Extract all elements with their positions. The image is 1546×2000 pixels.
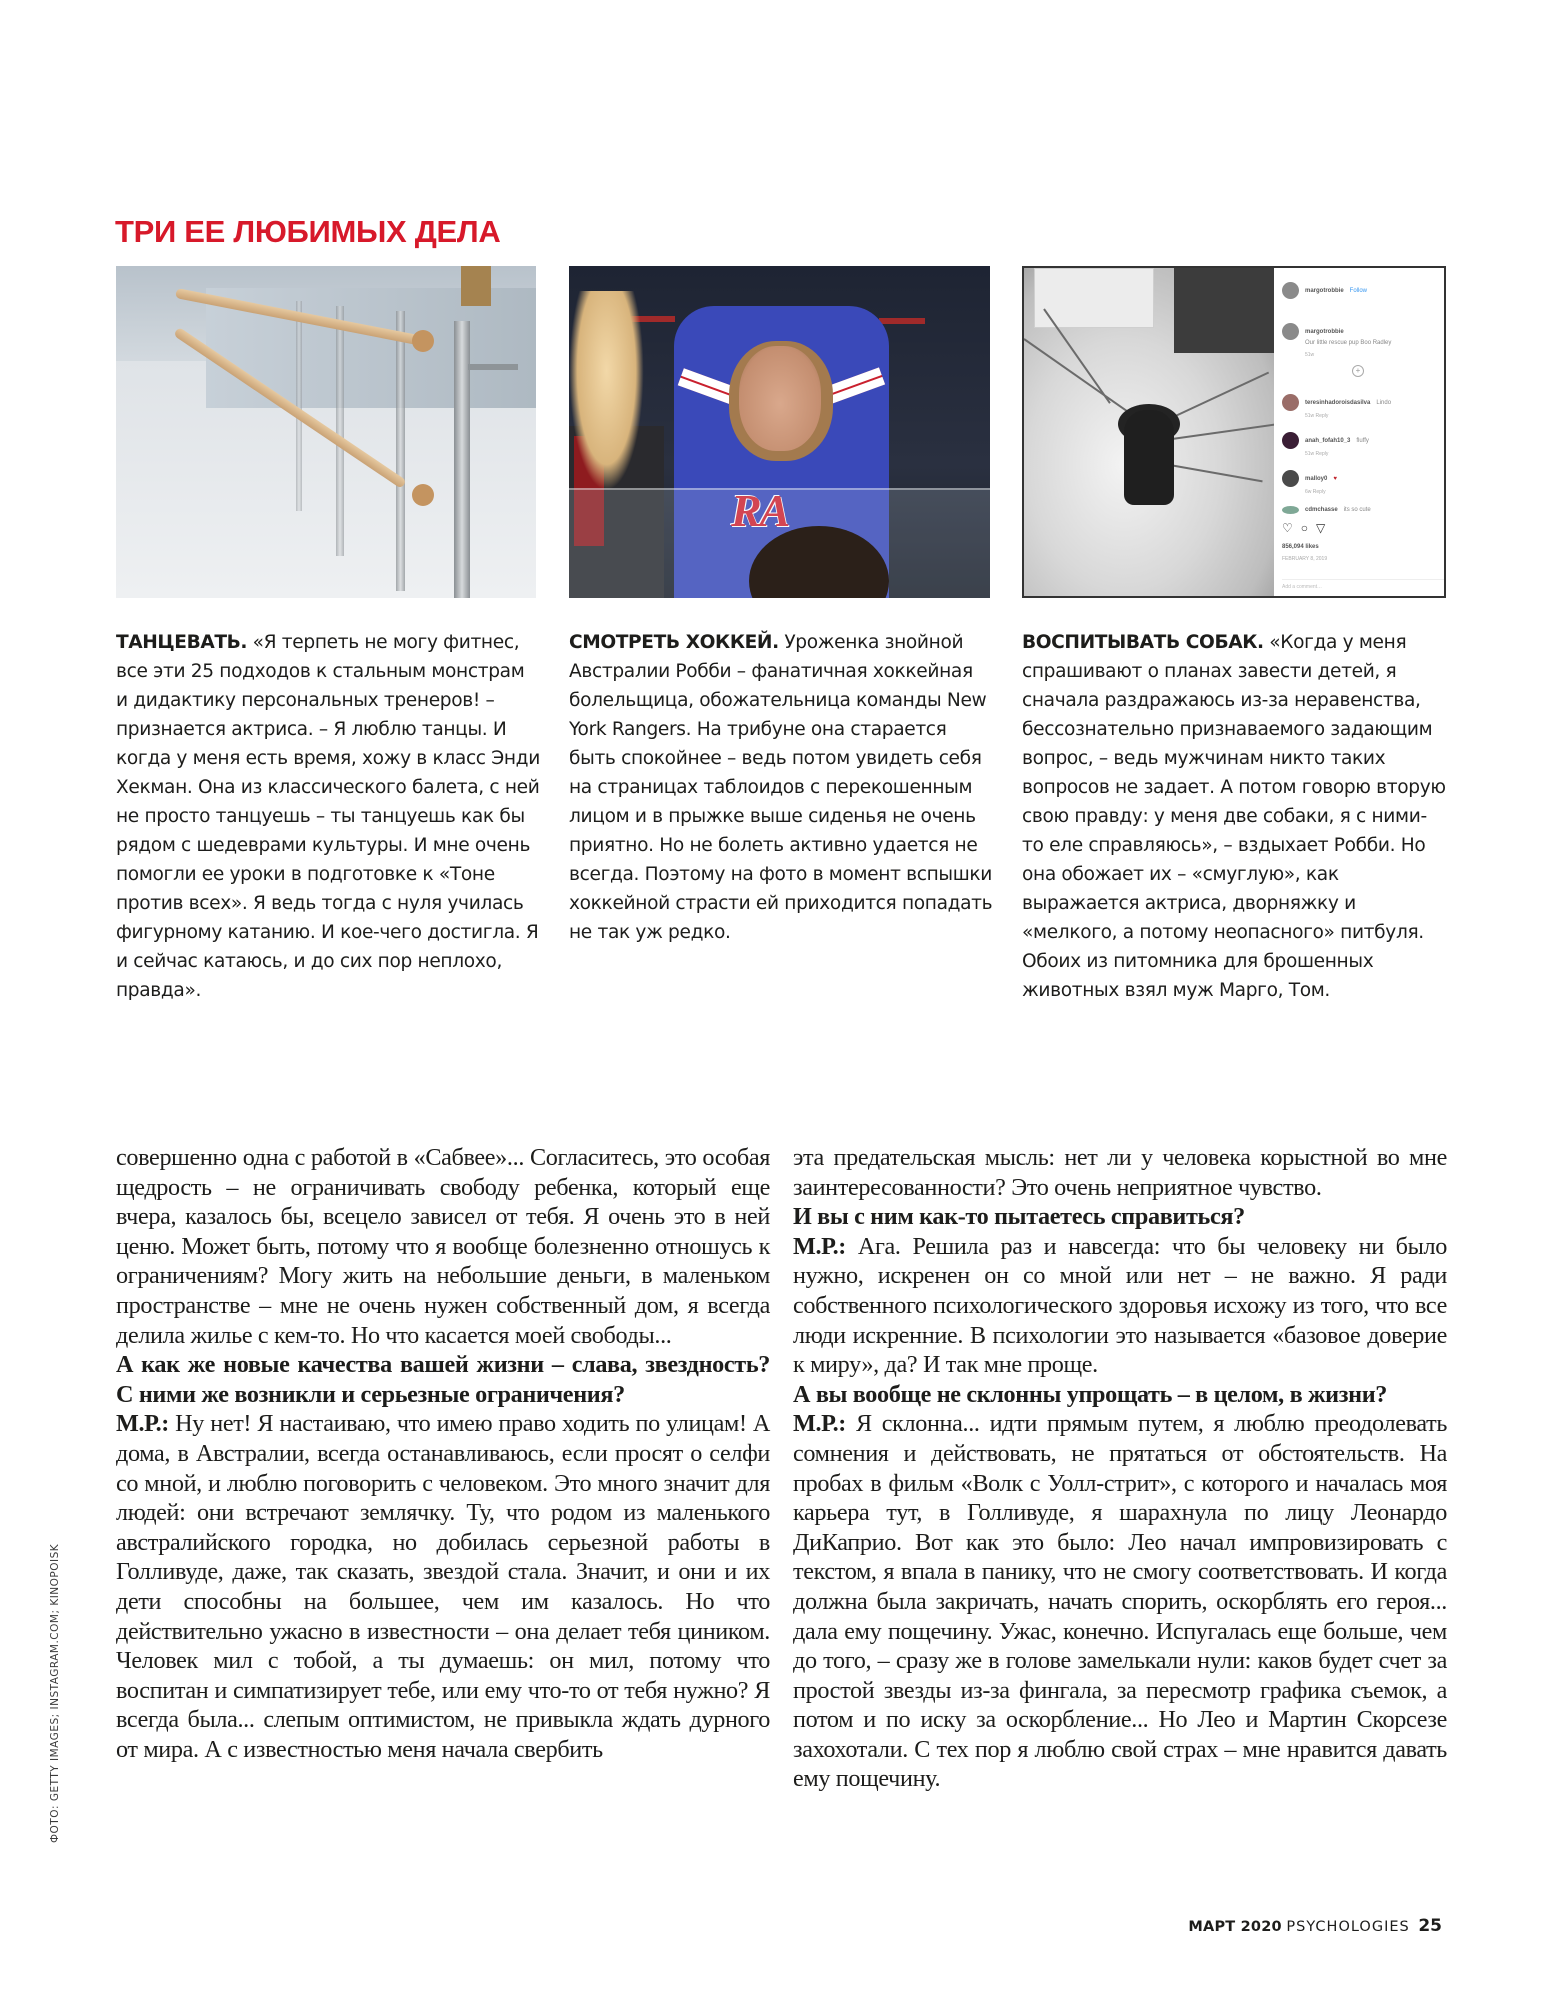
heart-icon: ♡ — [1282, 521, 1293, 535]
instagram-username: margotrobbie — [1305, 287, 1344, 294]
avatar — [1282, 282, 1299, 299]
instagram-caption — [1282, 323, 1344, 340]
comment-text: fluffy — [1356, 437, 1369, 444]
photo-face — [739, 346, 821, 451]
comment-meta: 51w Reply — [1305, 451, 1329, 457]
comment-row — [1282, 394, 1391, 411]
add-comment-field: Add a comment… — [1282, 579, 1446, 590]
comment-user: teresinhadoroisdasilva — [1305, 399, 1371, 406]
caption-text: «Когда у меня спрашивают о планах завести детей, я сначала раздражаюсь из-за неравенства, бессознательно признаваемого задающим вопрос, – ведь мужчинам никто таких вопросов не задает. А потом говорю вторую свою правду: у меня две собаки, я с ними-то еле справляюсь», – вздыхает Робби. Но она обожает их – «смуглую», как выражается актриса, дворняжку и «мелкого, а потому неопасного» питбуля. Обоих из питомника для брошенных животных взял муж Марго, Том. — [1022, 632, 1446, 1001]
fabric-fold — [1172, 423, 1276, 440]
article-column-right — [793, 1143, 1447, 1794]
avatar — [1282, 432, 1299, 449]
paragraph: эта предательская мысль: нет ли у человека корыстной во мне заинтересованности? Это очень неприятное чувство. — [793, 1144, 1447, 1201]
speaker-label: М.Р.: — [793, 1410, 846, 1438]
dog — [1124, 410, 1174, 505]
barre-cap — [412, 330, 434, 352]
section-title: ТРИ ЕЕ ЛЮБИМЫХ ДЕЛА — [115, 214, 501, 249]
caption-text: «Я терпеть не могу фитнес, все эти 25 подходов к стальным монстрам и дидактику персональных тренеров! – признается актриса. – Я люблю танцы. И когда у меня есть время, хожу в класс Энди Хекман. Она из классического балета, с ней не просто танцуешь – ты танцуешь как бы рядом с шедеврами культуры. И мне очень помогли ее уроки в подготовке к «Тоне против всех». Я ведь тогда с нуля училась фигурному катанию. И кое-чего достигла. Я и сейчас катаюсь, и до сих пор неплохо, правда». — [116, 632, 540, 1001]
comment-text: its so cute — [1343, 507, 1371, 513]
barre-post — [396, 311, 405, 591]
caption-text: Our little rescue pup Boo Radley — [1305, 340, 1392, 346]
instagram-image — [1024, 268, 1274, 596]
photo-instagram-post — [1022, 266, 1446, 598]
instagram-side-panel — [1274, 268, 1446, 596]
avatar — [1282, 470, 1299, 487]
article-column-left — [116, 1143, 770, 1764]
answer-text: Ага. Решила раз и навсегда: что бы человеку ни было нужно, искренен он со мной или нет – не важно. Я ради собственного психологического здоровья исхожу из того, что все люди искренние. В психологии это называется «базовое доверие к миру», да? И так мне проще. — [793, 1232, 1447, 1379]
stadium-seat — [879, 318, 925, 324]
comment-row — [1282, 432, 1369, 449]
comment-row — [1282, 506, 1371, 514]
speaker-label: М.Р.: — [116, 1410, 169, 1438]
caption-dogs — [1022, 628, 1447, 1005]
comment-user: anah_fofah10_3 — [1305, 437, 1351, 444]
paragraph: совершенно одна с работой в «Сабвее»... Согласитесь, это особая щедрость – не ограничивать свободу ребенка, который еще вчера, казалось бы, всецело зависел от тебя. Я очень это в ней ценю. Может быть, потому что я вообще болезненно отношусь к ограничениям? Могу жить на небольшие деньги, в маленьком пространстве – мне не очень нужен собственный дом, я всегда делила жилье с кем-то. Но что касается моей свободы... — [116, 1144, 770, 1349]
instagram-actions — [1282, 521, 1325, 535]
photo-ballet-barre — [116, 266, 536, 598]
answer-text: Ну нет! Я настаиваю, что имею право ходить по улицам! А дома, в Австралии, всегда останавливаюсь, если просят о селфи со мной, и люблю поговорить с человеком. Это много значит для людей: они встречают землячку. Ту, что родом из маленького австралийского городка, но добилась серьезной работы в Голливуде, даже, так сказать, звездой стала. Значит, и они и их дети способны на большее, чем им казалось. Но что действительно ужасно в известности – она делает тебя циником. Человек мил с тобой, а ты думаешь: он мил, потому что воспитан и симпатизирует тебе, или ему что-то от тебя нужно? Я всегда была... слепым оптимистом, не привыкла ждать дурного от мира. А с известностью меня начала свербить — [116, 1410, 770, 1763]
interview-answer — [793, 1409, 1447, 1794]
issue-date: МАРТ 2020 — [1188, 1919, 1282, 1935]
photo-person-left-hair — [569, 291, 644, 491]
fabric-fold — [1169, 372, 1270, 420]
caption-lead: СМОТРЕТЬ ХОККЕЙ. — [569, 632, 779, 653]
magazine-name: PSYCHOLOGIES — [1286, 1919, 1410, 1935]
barre-post — [454, 321, 470, 598]
page-footer — [1188, 1916, 1442, 1936]
comment-meta: 51w Reply — [1305, 413, 1329, 419]
avatar — [1282, 394, 1299, 411]
load-more-icon: + — [1352, 365, 1364, 377]
follow-link: Follow — [1349, 287, 1368, 294]
comment-meta: 6w Reply — [1305, 489, 1326, 495]
avatar — [1282, 323, 1299, 340]
comment-row — [1282, 470, 1337, 487]
fabric-fold — [1023, 338, 1131, 414]
barre-post — [336, 306, 344, 556]
interview-question: И вы с ним как-то пытаетесь справиться? — [793, 1203, 1245, 1231]
comment-text: Lindo — [1376, 399, 1392, 406]
interview-answer — [116, 1409, 770, 1764]
comment-icon: ○ — [1300, 521, 1309, 535]
interview-question: А как же новые качества вашей жизни – слава, звездность? С ними же возникли и серьезные ограничения? — [116, 1351, 770, 1408]
barre-cap — [412, 484, 434, 506]
photo-hockey-fan — [569, 266, 990, 598]
caption-dancing — [116, 628, 541, 1005]
caption-text: Уроженка знойной Австралии Робби – фанатичная хоккейная болельщица, обожательница команды New York Rangers. На трибуне она старается быть спокойнее – ведь потом увидеть себя на страницах таблоидов с перекошенным лицом и в прыжке выше сиденья не очень приятно. Но не болеть активно удается не всегда. Поэтому на фото в момент вспышки хоккейной страсти ей приходится попадать не так уж редко. — [569, 632, 993, 943]
interview-question: А вы вообще не склонны упрощать – в целом, в жизни? — [793, 1380, 1388, 1408]
interview-answer — [793, 1232, 1447, 1380]
post-date: FEBRUARY 8, 2019 — [1282, 556, 1328, 562]
page-number: 25 — [1418, 1916, 1442, 1936]
photo-credit: ФОТО: GETTY IMAGES; INSTAGRAM.COM; KINOPOISK — [49, 1543, 61, 1843]
comment-user: cdmchasse — [1305, 507, 1338, 513]
avatar — [1282, 506, 1299, 514]
share-icon: ▽ — [1316, 521, 1326, 535]
jersey-logo: RA — [731, 485, 789, 536]
instagram-username: margotrobbie — [1305, 328, 1344, 335]
likes-count: 856,094 likes — [1282, 544, 1319, 550]
speaker-label: М.Р.: — [793, 1232, 846, 1260]
barre-bracket — [468, 364, 518, 370]
caption-lead: ТАНЦЕВАТЬ. — [116, 632, 248, 653]
photo-window — [461, 266, 491, 306]
comment-user: malloy0 — [1305, 475, 1328, 482]
photo-dark-area — [1174, 268, 1274, 353]
instagram-header — [1282, 282, 1367, 299]
caption-lead: ВОСПИТЫВАТЬ СОБАК. — [1022, 632, 1264, 653]
heart-emoji: ♥ — [1333, 475, 1337, 482]
fabric-fold — [1164, 463, 1263, 482]
caption-hockey — [569, 628, 994, 947]
caption-age: 51w — [1305, 352, 1315, 358]
answer-text: Я склонна... идти прямым путем, я люблю преодолевать сомнения и действовать, не прятаться от обстоятельств. На пробах в фильм «Волк с Уолл-стрит», с которого и началась моя карьера тут, в Голливуде, я шарахнула по лицу Леонардо ДиКаприо. Вот как это было: Лео начал импровизировать с текстом, я впала в панику, что не смогу соответствовать. И когда должна была закричать, начать спорить, оскорблять его героя... дала ему пощечину. Ужас, конечно. Испугалась еще больше, чем до того, – сразу же в голове замелькали нули: каков будет счет за простой звезды из-за фингала, за пересмотр графика съемок, а потом и по иску за оскорбление... Но Лео и Мартин Скорсезе захохотали. С тех пор я люблю свой страх – мне нравится давать ему пощечину. — [793, 1410, 1447, 1793]
